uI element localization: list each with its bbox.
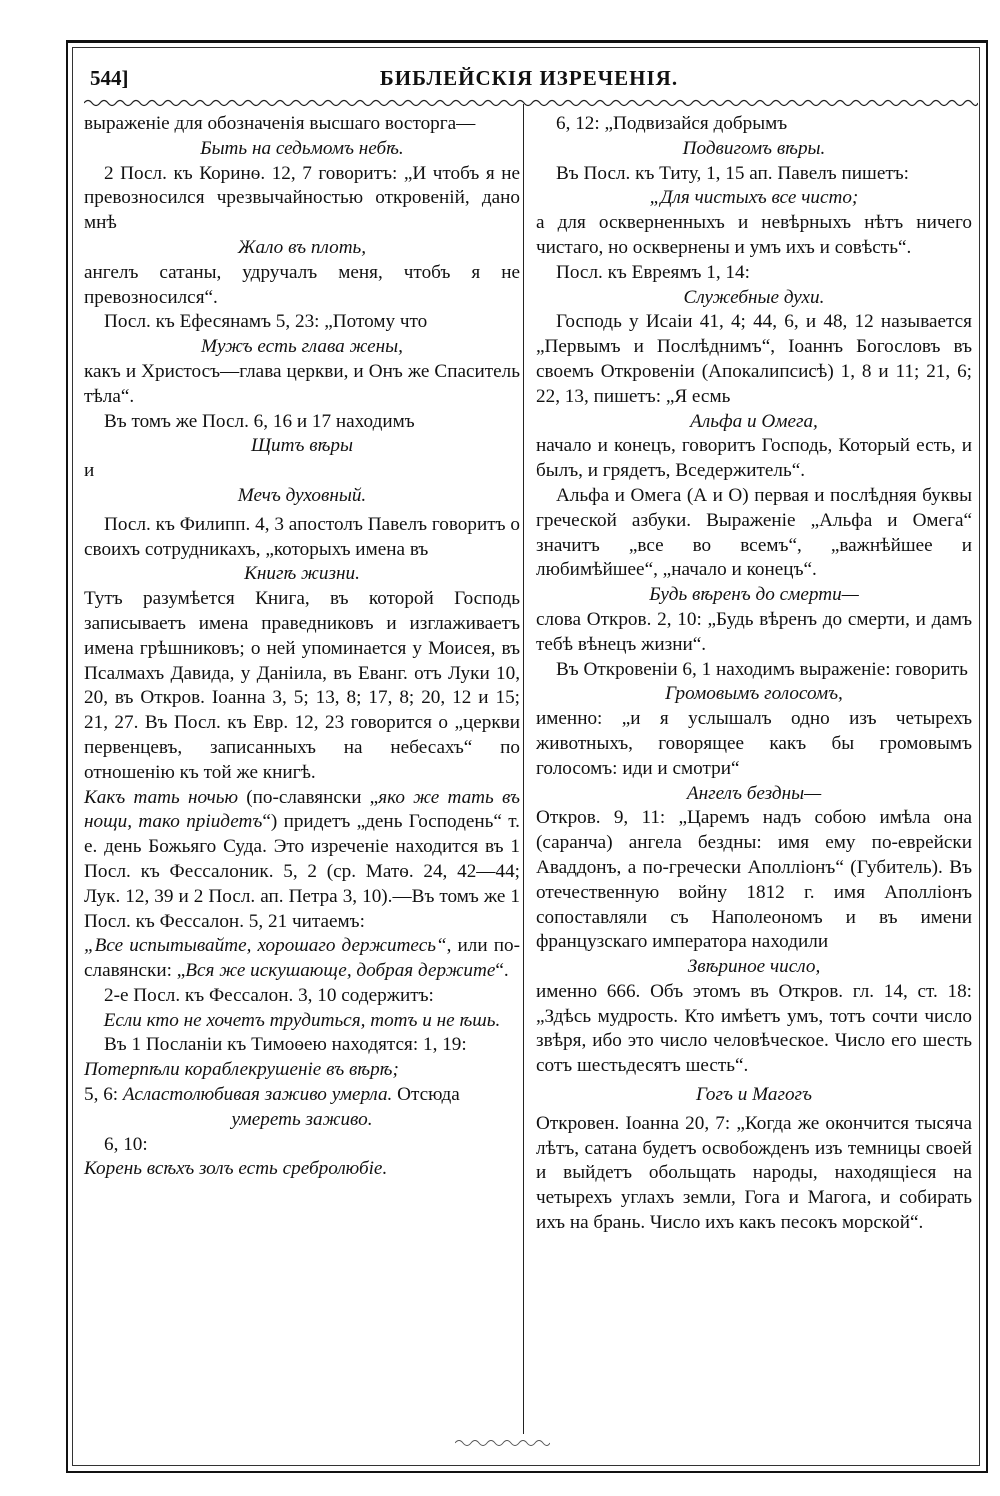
heading-phrase: Жало въ плоть, (237, 236, 367, 258)
inline-text: (по-славянски „ (246, 786, 379, 808)
inline-phrase: Вся же искушающе, добрая держите (185, 960, 496, 982)
heading-phrase: Служебные духи. (683, 286, 825, 308)
heading-phrase: Звѣриное число, (687, 956, 821, 978)
inline-text: 5, 6: (84, 1084, 119, 1106)
paragraph: Посл. къ Евреямъ 1, 14: (556, 261, 750, 283)
paragraph: начало и конецъ, говоритъ Господь, Который есть, и былъ, и грядетъ, Вседержитель“. (536, 435, 972, 482)
paragraph: 6, 12: „Подвизайся добрымъ (556, 113, 788, 134)
paragraph: 6, 10: (104, 1133, 148, 1155)
paragraph: Въ 1 Посланіи къ Тимоѳею находятся: 1, 19: (104, 1034, 467, 1056)
paragraph: слова Откров. 2, 10: „Будь вѣренъ до смерти, и дамъ тебѣ вѣнецъ жизни“. (536, 608, 972, 655)
heading-phrase: Мужъ есть глава жены, (201, 336, 403, 358)
paragraph: Откров. 9, 11: „Царемъ надъ собою имѣла она (саранча) ангела бездны: имя ему по-еврейски Аваддонъ, а по-гречески Аполліонъ“ (Губитель). Въ отечественную войну 1812 г. имя Аполліонъ сопоставляли съ Наполеономъ и въ имени французскаго императора находили (536, 807, 972, 953)
page-number: 544] (90, 66, 129, 90)
wavy-rule (84, 98, 978, 108)
column-divider (523, 104, 524, 1434)
right-column (536, 112, 972, 1236)
paragraph: Въ томъ же Посл. 6, 16 и 17 находимъ (104, 410, 415, 432)
paragraph: Тутъ разумѣется Книга, въ которой Господь записываетъ имена праведниковъ и изглаживаетъ имена грѣшниковъ; о ней упоминается у Моисея, въ Псалмахъ Давида, у Даніила, въ Еванг. отъ Луки 10, 20, въ Откров. Іоанна 3, 5; 13, 8; 17, 8; 20, 12 и 15; 21, 27. Въ Посл. къ Евр. 12, 23 говорится о „церкви первенцевъ, записанныхъ на небесахъ“ по отношенію къ той же книгѣ. (84, 588, 520, 783)
paragraph: а для оскверненныхъ и невѣрныхъ нѣтъ ничего чистаго, но осквернены и умъ ихъ и совѣсть“. (536, 212, 972, 258)
inline-text: “. (495, 960, 509, 982)
heading-phrase: Если кто не хочетъ трудиться, тотъ и не ѣшь. (103, 1009, 501, 1031)
paragraph: Посл. къ Ефесянамъ 5, 23: „Потому что (104, 311, 428, 333)
paragraph: какъ и Христосъ—глава церкви, и Онъ же Спаситель тѣла“. (84, 360, 520, 407)
heading-phrase: Ангелъ бездны— (686, 782, 822, 804)
heading-phrase: Громовымъ голосомъ, (665, 683, 843, 705)
paragraph: именно: „и я услышалъ одно изъ четырехъ животныхъ, говорящее какъ бы громовымъ голосомъ: иди и смотри“ (536, 708, 972, 779)
heading-phrase: Быть на седьмомъ небѣ. (200, 137, 404, 159)
paragraph: Посл. къ Филипп. 4, 3 апостолъ Павелъ говоритъ о своихъ сотрудникахъ, „которыхъ имена въ (84, 513, 520, 560)
heading-phrase: Альфа и Омега, (690, 410, 818, 432)
paragraph: именно 666. Объ этомъ въ Откров. гл. 14, ст. 18: „Здѣсь мудрость. Кто имѣетъ умъ, тотъ сочти число звѣря, ибо это число человѣческое. Число его шесть сотъ шестьдесятъ шесть“. (536, 980, 972, 1077)
paragraph: ангелъ сатаны, удручалъ меня, чтобъ я не превозносился“. (84, 261, 520, 308)
heading-phrase: Книгѣ жизни. (244, 563, 360, 585)
heading-phrase: Будь вѣренъ до смерти— (649, 584, 859, 606)
conjunction: и (84, 460, 95, 482)
left-column (84, 112, 520, 1182)
inline-phrase: яко же тать въ нощи, тако пріидетъ (84, 786, 521, 833)
heading-phrase: Мечъ духовный. (237, 484, 367, 506)
paragraph (84, 786, 520, 935)
paragraph: Въ Посл. къ Титу, 1, 15 ап. Павелъ пишетъ: (556, 162, 909, 184)
end-ornament (455, 1438, 550, 1448)
inline-text: Отсюда (397, 1084, 460, 1106)
heading-phrase: Щитъ вѣры (251, 435, 353, 457)
paragraph: Откровен. Іоанна 20, 7: „Когда же окончится тысяча лѣтъ, сатана будетъ освобожденъ изъ темницы своей и выйдетъ обольщать народы, находящіеся на четырехъ углахъ земли, Гога и Магога, и собирать ихъ на брань. Число ихъ какъ песокъ морской“. (536, 1112, 972, 1234)
heading-phrase: Потерпѣли кораблекрушеніе въ вѣрѣ; (84, 1059, 399, 1081)
paragraph: Въ Откровеніи 6, 1 находимъ выраженіе: говорить (556, 658, 968, 680)
heading-phrase: Корень всѣхъ золъ есть сребролюбіе. (84, 1158, 388, 1180)
heading-phrase: Подвигомъ вѣры. (682, 137, 826, 159)
heading-phrase: „Для чистыхъ все чисто; (649, 187, 859, 209)
inline-phrase: Какъ тать ночью (84, 786, 238, 808)
paragraph: выраженіе для обозначенія высшаго восторга— (84, 113, 476, 134)
paragraph (84, 1083, 520, 1108)
inline-text: “) придетъ „день Господень“ т. е. день Божьяго Суда. Это изреченіе находится въ 1 Посл. къ Фессалоник. 5, 2 (ср. Матѳ. 24, 42—44; Лук. 12, 39 и 2 Посл. ап. Петра 3, 10).—Въ томъ же 1 Посл. къ Фессалон. 5, 21 читаемъ: (84, 811, 520, 932)
paragraph: Господь у Исаіи 41, 4; 44, 6, и 48, 12 называется „Первымъ и Послѣднимъ“, Іоаннъ Богословъ въ своемъ Откровеніи (Апокалипсисѣ) 1, 8 и 11; 21, 6; 22, 13, пишетъ: „Я есмь (536, 311, 972, 407)
inline-text: , или по-славянски: „ (84, 935, 520, 982)
running-header (84, 64, 974, 100)
inline-phrase: Аслaстолюбивая заживо умерла. (122, 1084, 393, 1106)
heading-phrase: Гогъ и Магогъ (696, 1084, 812, 1106)
paragraph: Альфа и Омега (А и О) первая и послѣдняя буквы греческой азбуки. Выраженіе „Альфа и Омега“ значитъ „все во всемъ“, „важнѣйшее и любимѣйшее“, „начало и конецъ“. (536, 484, 972, 581)
inline-phrase: „Все испытывайте, хорошаго держитесь“ (84, 935, 447, 957)
paragraph: 2 Посл. къ Коринѳ. 12, 7 говоритъ: „И чтобъ я не превозносился чрезвычайностью откровеній, дано мнѣ (84, 162, 520, 234)
heading-phrase: умереть заживо. (231, 1108, 373, 1130)
running-title: БИБЛЕЙСКІЯ ИЗРЕЧЕНІЯ. (379, 66, 679, 90)
paragraph: 2-е Посл. къ Фессалон. 3, 10 содержитъ: (104, 984, 434, 1006)
paragraph (84, 934, 520, 984)
